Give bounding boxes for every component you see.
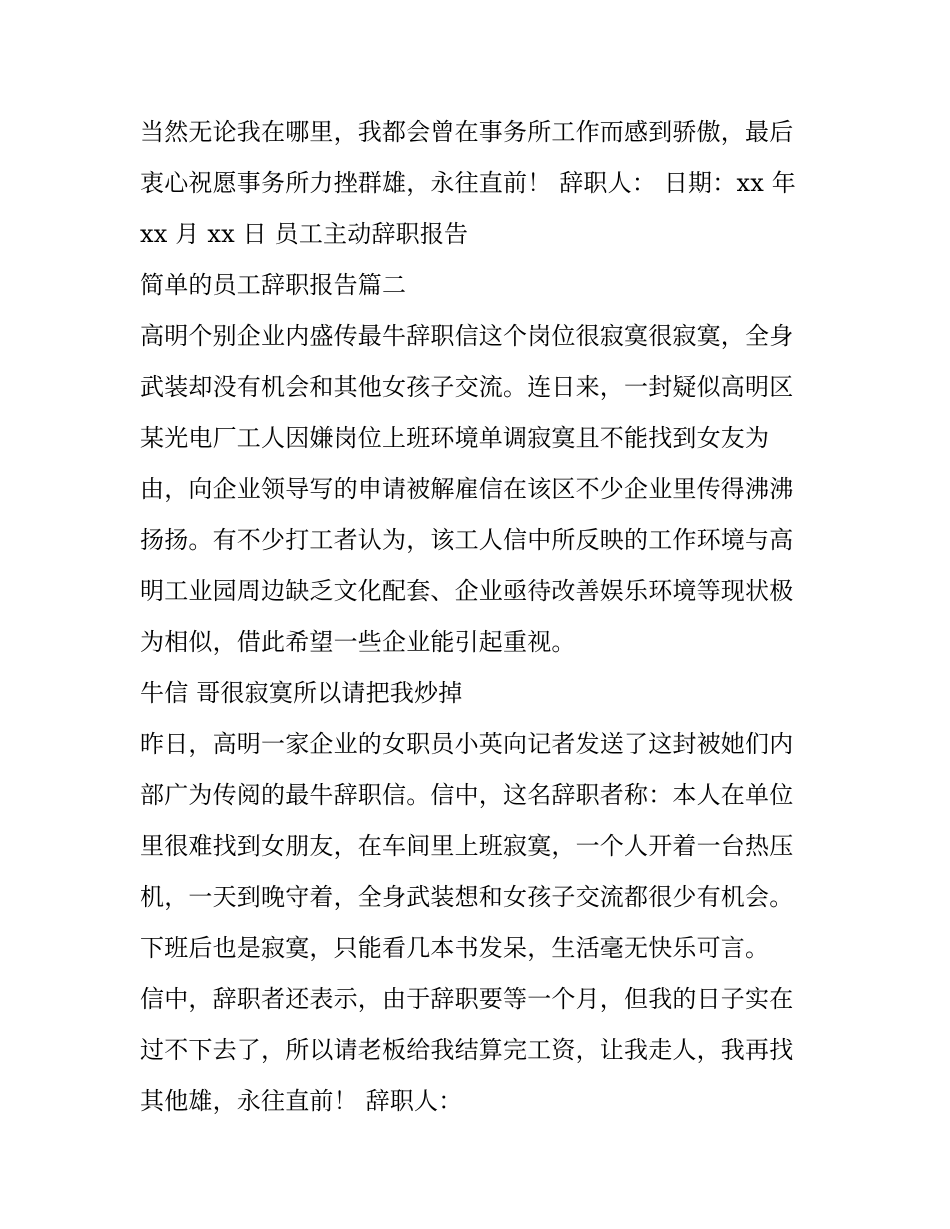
text-line: 部广为传阅的最牛辞职信。信中，这名辞职者称：本人在单位 [140,781,794,809]
text-line: 过不下去了，所以请老板给我结算完工资，让我走人，我再找 [140,1036,794,1064]
section-heading: 简单的员工辞职报告篇二 [140,271,407,299]
text-line: 信中，辞职者还表示，由于辞职要等一个月，但我的日子实在 [140,985,794,1013]
text-line: 衷心祝愿事务所力挫群雄，永往直前！ 辞职人： 日期：xx 年 [140,169,796,197]
subheading: 牛信 哥很寂寞所以请把我炒掉 [140,679,463,707]
text-line: 当然无论我在哪里，我都会曾在事务所工作而感到骄傲，最后 [140,118,794,146]
text-line: xx 月 xx 日 员工主动辞职报告 [140,220,469,248]
text-line: 昨日，高明一家企业的女职员小英向记者发送了这封被她们内 [140,730,794,758]
document-body [140,107,820,1127]
text-line: 其他雄，永往直前！ 辞职人： [140,1087,463,1115]
text-line: 下班后也是寂寞，只能看几本书发呆，生活毫无快乐可言。 [140,934,770,962]
text-line: 扬扬。有不少打工者认为，该工人信中所反映的工作环境与高 [140,526,794,554]
text-line: 武装却没有机会和其他女孩子交流。连日来，一封疑似高明区 [140,373,794,401]
text-line: 里很难找到女朋友，在车间里上班寂寞，一个人开着一台热压 [140,832,794,860]
text-line: 明工业园周边缺乏文化配套、企业亟待改善娱乐环境等现状极 [140,577,794,605]
text-line: 高明个别企业内盛传最牛辞职信这个岗位很寂寞很寂寞，全身 [140,322,794,350]
text-line: 为相似，借此希望一些企业能引起重视。 [140,628,576,656]
text-line: 由，向企业领导写的申请被解雇信在该区不少企业里传得沸沸 [140,475,794,503]
text-line: 某光电厂工人因嫌岗位上班环境单调寂寞且不能找到女友为 [140,424,770,452]
text-line: 机，一天到晚守着，全身武装想和女孩子交流都很少有机会。 [140,883,794,911]
